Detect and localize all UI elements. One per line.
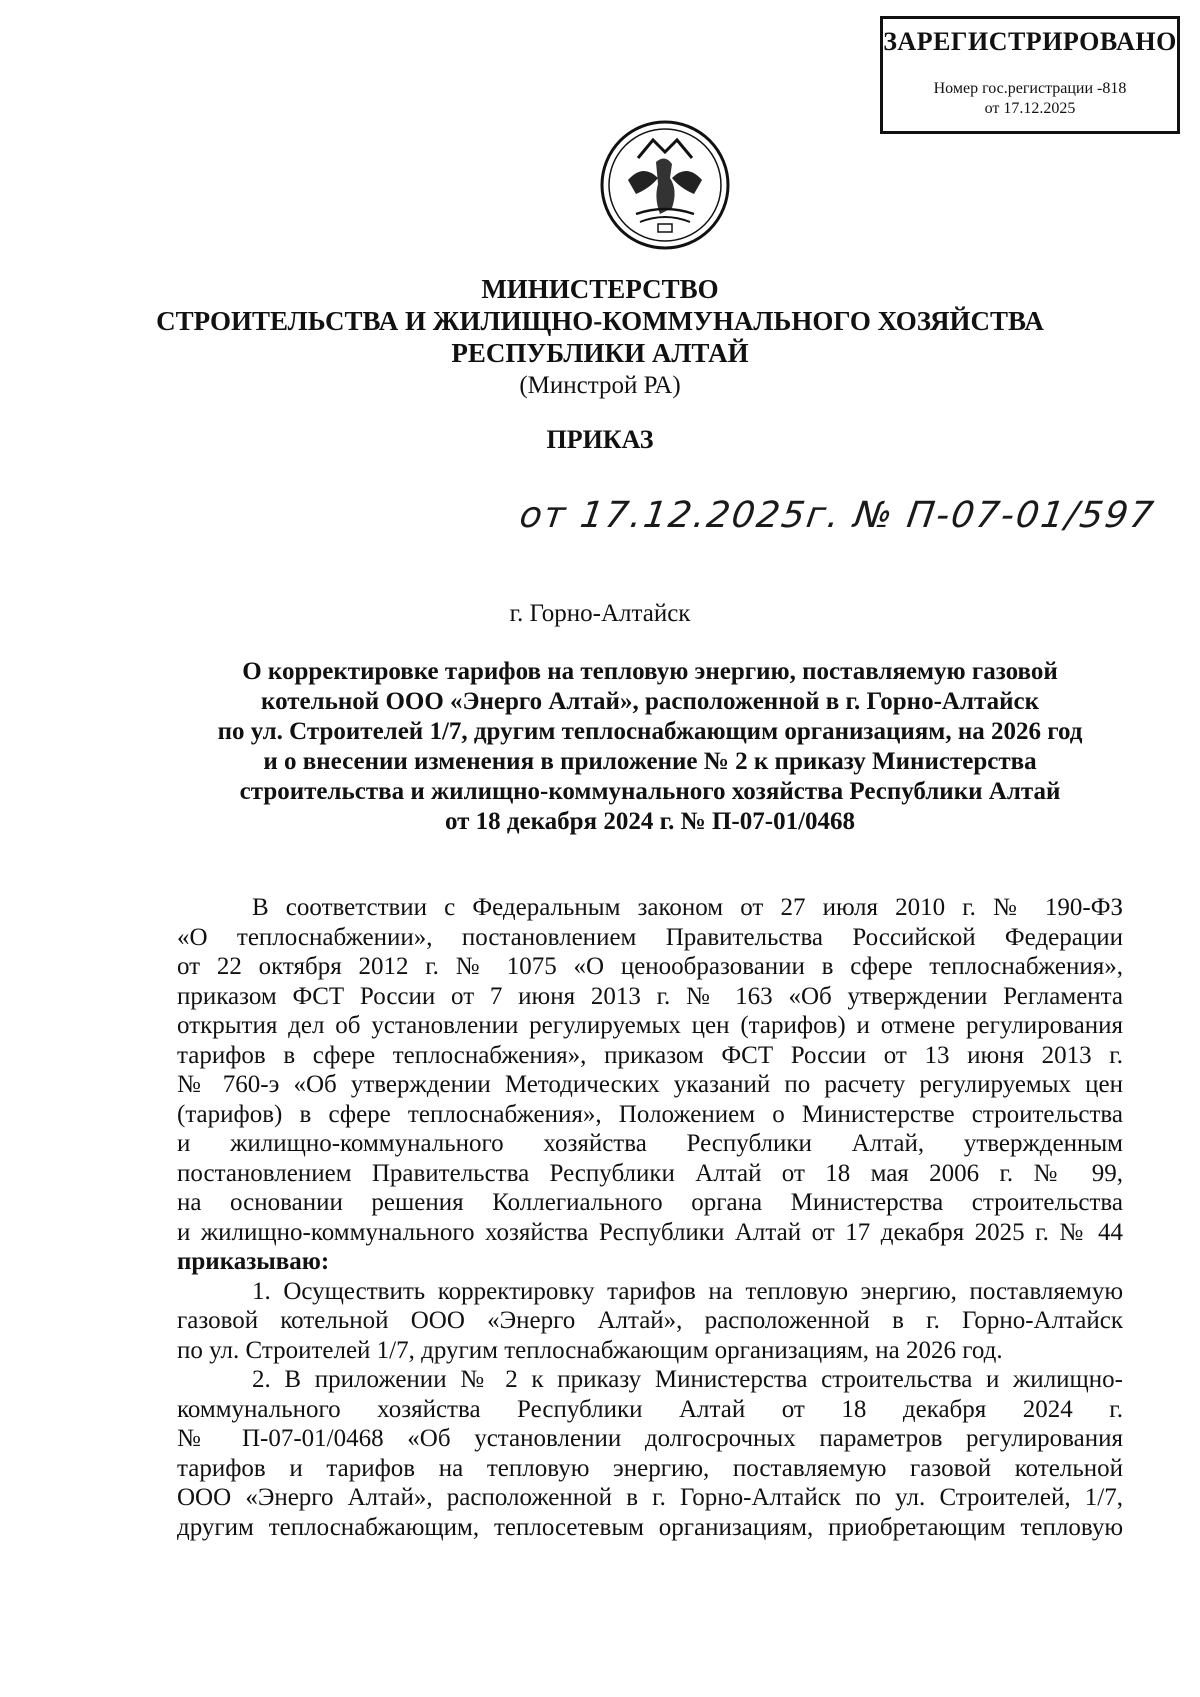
item-2-line: другим теплоснабжающим, теплосетевым организациям, приобретающим тепловую (177, 1513, 1123, 1541)
preamble-line: открытия дел об установлении регулируемых цен (тарифов) и отмене регулирования (177, 1012, 1123, 1039)
preamble-line: и жилищно-коммунального хозяйства Республики Алтай, утвержденным (177, 1130, 1123, 1157)
order-body (177, 893, 1123, 1542)
preamble-line: от 22 октября 2012 г. № 1075 «О ценообразовании в сфере теплоснабжения», (177, 953, 1123, 980)
title-line: по ул. Строителей 1/7, другим теплоснабжающим организациям, на 2026 год (217, 718, 1083, 745)
registration-stamp (880, 16, 1180, 134)
title-line: от 18 декабря 2024 г. № П-07-01/0468 (444, 808, 856, 835)
item-2-line: 2. В приложении № 2 к приказу Министерства строительства и жилищно- (252, 1366, 1123, 1393)
order-title (175, 657, 1125, 837)
ministry-name (150, 273, 1050, 369)
stamp-title: ЗАРЕГИСТРИРОВАНО (883, 27, 1177, 56)
ministry-short-name: (Минстрой РА) (519, 372, 681, 399)
preamble-line: тарифов в сфере теплоснабжения», приказом ФСТ России от 13 июня 2013 г. (177, 1041, 1123, 1069)
order-word: приказываю: (177, 1248, 330, 1275)
stamp-reg-date: от 17.12.2025 (984, 100, 1076, 117)
preamble-line: и жилищно-коммунального хозяйства Республики Алтай от 17 декабря 2025 г. № 44 (177, 1218, 1123, 1246)
title-line: и о внесении изменения в приложение № 2 к приказу Министерства (263, 748, 1037, 775)
preamble-line: (тарифов) в сфере теплоснабжения», Положением о Министерстве строительства (177, 1100, 1123, 1128)
preamble-line: «О теплоснабжении», постановлением Правительства Российской Федерации (177, 923, 1123, 951)
handwritten-date-number: от 17.12.2025г. № П-07-01/597 (517, 495, 1158, 536)
item-1-line: по ул. Строителей 1/7, другим теплоснабжающим организациям, на 2026 год. (177, 1336, 1003, 1364)
item-2-line: коммунального хозяйства Республики Алтай от 18 декабря 2024 г. (177, 1395, 1123, 1423)
item-1-line: газовой котельной ООО «Энерго Алтай», расположенной в г. Горно-Алтайск (177, 1307, 1123, 1334)
ministry-line: РЕСПУБЛИКИ АЛТАЙ (451, 338, 749, 368)
city: г. Горно-Алтайск (509, 600, 691, 627)
title-line: котельной ООО «Энерго Алтай», расположенной в г. Горно-Алтайск (261, 688, 1039, 715)
preamble-line: постановлением Правительства Республики Алтай от 18 мая 2006 г. № 99, (177, 1159, 1123, 1187)
preamble-line: приказом ФСТ России от 7 июня 2013 г. № 163 «Об утверждении Регламента (177, 982, 1123, 1010)
coat-of-arms-emblem (598, 118, 732, 252)
stamp-reg-number: Номер гос.регистрации -818 (933, 80, 1127, 97)
item-1-line: 1. Осуществить корректировку тарифов на тепловую энергию, поставляемую (252, 1277, 1123, 1305)
item-2-line: № П-07-01/0468 «Об установлении долгосрочных параметров регулирования (177, 1425, 1123, 1452)
preamble-line: на основании решения Коллегиального органа Министерства строительства (177, 1189, 1123, 1216)
document-type: ПРИКАЗ (546, 425, 654, 454)
ministry-line: МИНИСТЕРСТВО (481, 274, 719, 304)
item-2-line: ООО «Энерго Алтай», расположенной в г. Горно-Алтайск по ул. Строителей, 1/7, (177, 1484, 1123, 1511)
preamble-line: В соответствии с Федеральным законом от 27 июля 2010 г. № 190-ФЗ (252, 894, 1123, 921)
item-2-line: тарифов и тарифов на тепловую энергию, поставляемую газовой котельной (177, 1454, 1123, 1482)
preamble-line: № 760-э «Об утверждении Методических указаний по расчету регулируемых цен (177, 1071, 1123, 1098)
ministry-line: СТРОИТЕЛЬСТВА И ЖИЛИЩНО-КОММУНАЛЬНОГО ХОЗЯЙСТВА (156, 306, 1044, 336)
title-line: О корректировке тарифов на тепловую энергию, поставляемую газовой (242, 658, 1058, 685)
title-line: строительства и жилищно-коммунального хозяйства Республики Алтай (239, 778, 1061, 805)
